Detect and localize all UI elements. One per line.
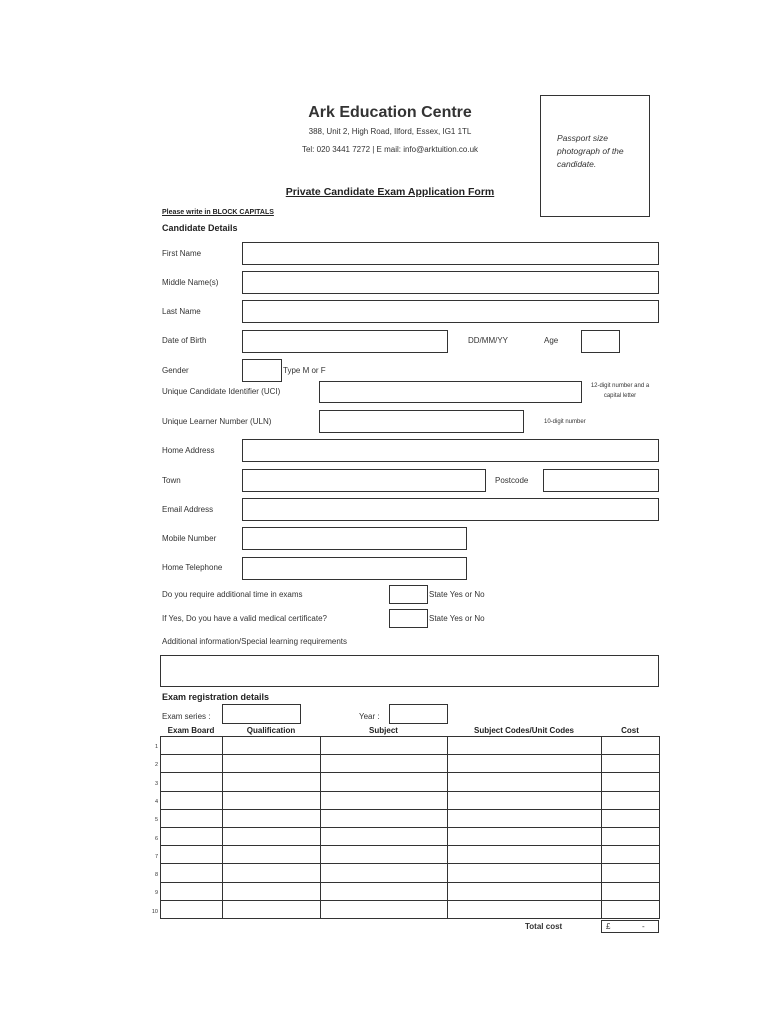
photo-box — [540, 95, 650, 217]
home-address-label: Home Address — [162, 446, 215, 455]
row-number: 7 — [154, 853, 158, 860]
table-cell[interactable] — [161, 827, 223, 845]
town-label: Town — [162, 476, 181, 485]
table-cell[interactable] — [321, 773, 448, 791]
table-row — [161, 737, 660, 755]
table-cell[interactable] — [223, 882, 321, 900]
table-cell[interactable] — [161, 882, 223, 900]
form-title: Private Candidate Exam Application Form — [285, 186, 495, 198]
extra-time-hint: State Yes or No — [429, 590, 485, 599]
medical-hint: State Yes or No — [429, 614, 485, 623]
row-number: 2 — [154, 762, 158, 769]
additional-info-label: Additional information/Special learning requirements — [162, 637, 347, 646]
uci-label: Unique Candidate Identifier (UCI) — [162, 387, 281, 396]
table-cell[interactable] — [321, 846, 448, 864]
table-cell[interactable] — [321, 882, 448, 900]
middle-name-field[interactable] — [242, 271, 659, 294]
table-cell[interactable] — [161, 773, 223, 791]
home-telephone-label: Home Telephone — [162, 563, 223, 572]
email-field[interactable] — [242, 498, 659, 521]
uln-field[interactable] — [319, 410, 524, 433]
table-row — [161, 864, 660, 882]
row-number: 10 — [151, 908, 158, 915]
year-label: Year : — [359, 712, 380, 721]
first-name-label: First Name — [162, 249, 202, 258]
table-cell[interactable] — [602, 882, 660, 900]
gender-hint: Type M or F — [283, 366, 326, 375]
block-capitals-note: Please write in BLOCK CAPITALS — [162, 209, 274, 216]
dob-label: Date of Birth — [162, 336, 207, 345]
row-number: 1 — [154, 744, 158, 750]
total-currency: £ — [606, 922, 611, 931]
last-name-field[interactable] — [242, 300, 659, 323]
home-address-field[interactable] — [242, 439, 659, 462]
table-row — [161, 773, 660, 791]
table-cell[interactable] — [223, 755, 321, 773]
uci-field[interactable] — [319, 381, 582, 403]
table-cell[interactable] — [161, 864, 223, 882]
middle-name-label: Middle Name(s) — [162, 278, 219, 287]
exam-registration-heading: Exam registration details — [162, 692, 270, 702]
total-value: - — [642, 922, 645, 931]
exam-series-label: Exam series : — [162, 712, 211, 721]
table-cell[interactable] — [321, 900, 448, 918]
table-cell[interactable] — [223, 900, 321, 918]
table-cell[interactable] — [321, 737, 448, 755]
table-row — [161, 809, 660, 827]
table-cell[interactable] — [602, 737, 660, 755]
centre-contact: Tel: 020 3441 7272 | E mail: info@arktuition.co.uk — [301, 145, 479, 154]
row-number: 3 — [154, 780, 158, 787]
table-cell[interactable] — [602, 809, 660, 827]
table-cell[interactable] — [223, 809, 321, 827]
age-field[interactable] — [581, 330, 620, 353]
table-cell[interactable] — [448, 846, 602, 864]
table-cell[interactable] — [602, 864, 660, 882]
col-exam-board: Exam Board — [167, 726, 215, 735]
table-cell[interactable] — [223, 846, 321, 864]
table-cell[interactable] — [602, 773, 660, 791]
table-cell[interactable] — [448, 827, 602, 845]
table-cell[interactable] — [602, 900, 660, 918]
row-number: 5 — [154, 817, 158, 824]
table-cell[interactable] — [321, 827, 448, 845]
year-field[interactable] — [389, 704, 448, 724]
table-cell[interactable] — [223, 737, 321, 755]
table-cell[interactable] — [223, 864, 321, 882]
dob-format: DD/MM/YY — [468, 336, 508, 345]
uln-label: Unique Learner Number (ULN) — [162, 417, 272, 426]
table-cell[interactable] — [161, 755, 223, 773]
centre-address: 388, Unit 2, High Road, Ilford, Essex, IG1 1TL — [308, 127, 472, 136]
table-cell[interactable] — [321, 755, 448, 773]
table-cell[interactable] — [321, 864, 448, 882]
table-row — [161, 900, 660, 918]
table-cell[interactable] — [448, 809, 602, 827]
table-cell[interactable] — [448, 773, 602, 791]
table-cell[interactable] — [161, 791, 223, 809]
extra-time-field[interactable] — [389, 585, 428, 604]
table-cell[interactable] — [448, 882, 602, 900]
medical-field[interactable] — [389, 609, 428, 628]
table-row — [161, 882, 660, 900]
table-cell[interactable] — [448, 791, 602, 809]
table-cell[interactable] — [161, 737, 223, 755]
gender-label: Gender — [162, 366, 189, 375]
table-cell[interactable] — [448, 755, 602, 773]
photo-box-text: Passport size photograph of the candidate. — [557, 133, 624, 169]
row-number: 4 — [154, 798, 158, 805]
table-cell[interactable] — [602, 755, 660, 773]
table-cell[interactable] — [448, 737, 602, 755]
table-cell[interactable] — [223, 827, 321, 845]
town-field[interactable] — [242, 469, 486, 492]
first-name-field[interactable] — [242, 242, 659, 265]
table-cell[interactable] — [321, 791, 448, 809]
table-cell[interactable] — [223, 791, 321, 809]
row-number: 6 — [154, 835, 158, 842]
table-row — [161, 827, 660, 845]
col-cost: Cost — [621, 726, 639, 735]
postcode-label: Postcode — [495, 476, 529, 485]
medical-label: If Yes, Do you have a valid medical certificate? — [162, 614, 327, 623]
table-cell[interactable] — [448, 900, 602, 918]
col-subject-codes: Subject Codes/Unit Codes — [473, 726, 574, 735]
extra-time-label: Do you require additional time in exams — [162, 590, 303, 599]
email-label: Email Address — [162, 505, 214, 514]
centre-title: Ark Education Centre — [308, 104, 472, 121]
col-subject: Subject — [369, 726, 398, 735]
candidate-details-heading: Candidate Details — [162, 223, 238, 233]
total-cost-label: Total cost — [525, 922, 563, 931]
table-cell[interactable] — [602, 827, 660, 845]
home-telephone-field[interactable] — [242, 557, 467, 580]
table-cell[interactable] — [602, 791, 660, 809]
col-qualification: Qualification — [246, 726, 296, 735]
mobile-field[interactable] — [242, 527, 467, 550]
additional-info-field[interactable] — [160, 655, 659, 687]
table-cell[interactable] — [602, 846, 660, 864]
row-number: 9 — [154, 890, 158, 897]
table-row — [161, 791, 660, 809]
last-name-label: Last Name — [162, 307, 201, 316]
uci-hint: 12-digit number and a capital letter — [590, 383, 650, 399]
age-label: Age — [544, 336, 559, 345]
exam-series-field[interactable] — [222, 704, 301, 724]
table-cell[interactable] — [448, 864, 602, 882]
table-cell[interactable] — [223, 773, 321, 791]
uln-hint: 10-digit number — [544, 419, 586, 425]
table-cell[interactable] — [161, 846, 223, 864]
table-cell[interactable] — [161, 900, 223, 918]
exam-registration-table — [160, 736, 660, 919]
gender-field[interactable] — [242, 359, 282, 382]
table-row — [161, 755, 660, 773]
table-cell[interactable] — [161, 809, 223, 827]
total-cost-field — [601, 920, 659, 933]
table-row — [161, 846, 660, 864]
postcode-field[interactable] — [543, 469, 659, 492]
table-cell[interactable] — [321, 809, 448, 827]
row-number: 8 — [154, 872, 158, 879]
mobile-label: Mobile Number — [162, 534, 217, 543]
dob-field[interactable] — [242, 330, 448, 353]
